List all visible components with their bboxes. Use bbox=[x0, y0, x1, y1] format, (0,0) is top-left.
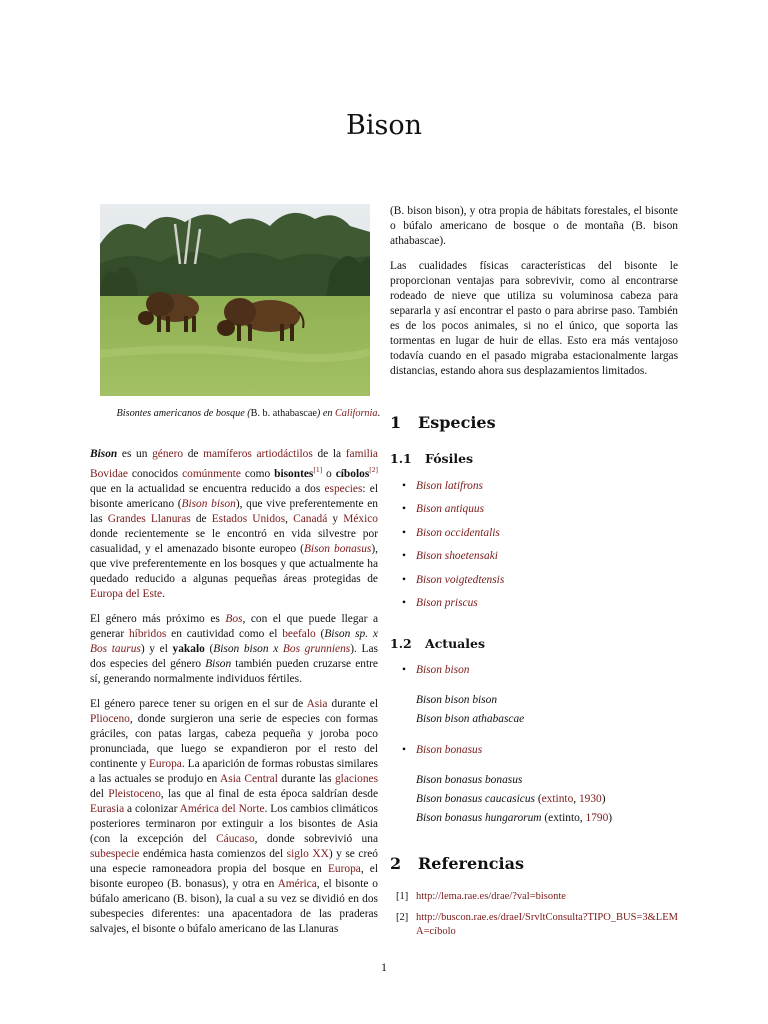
link-america[interactable]: América bbox=[277, 878, 317, 890]
ref-1-sup[interactable]: [1] bbox=[313, 465, 323, 474]
link-1790[interactable]: 1790 bbox=[585, 812, 609, 824]
fossil-link-4[interactable]: Bison voigtedtensis bbox=[416, 574, 505, 586]
reference-link-2[interactable]: http://buscon.rae.es/draeI/SrvltConsulta?TIPO_BUS=3&LEMA=cíbolo bbox=[416, 912, 678, 937]
subspecies-continuation-paragraph: (B. bison bison), y otra propia de hábitats forestales, el bisonte o búfalo americano de bosque o de montaña (B. bison athabascae). bbox=[390, 205, 678, 247]
california-link[interactable]: California bbox=[334, 408, 378, 419]
link-canada[interactable]: Canadá bbox=[293, 513, 328, 525]
link-bison-bonasus[interactable]: Bison bonasus bbox=[303, 543, 372, 555]
link-hibridos[interactable]: híbridos bbox=[128, 628, 167, 640]
link-eurasia[interactable]: Eurasia bbox=[90, 803, 125, 815]
left-column-body bbox=[90, 447, 378, 947]
figure-caption: Bisontes americanos de bosque (B. b. athabascae) en California. bbox=[116, 408, 380, 419]
link-1930[interactable]: 1930 bbox=[578, 793, 602, 805]
section-especies-heading: 1 Especies bbox=[390, 413, 496, 432]
link-europa[interactable]: Europa bbox=[148, 758, 182, 770]
qualities-paragraph: Las cualidades físicas características del bisonte le proporcionan ventajas para sobrevivir, como al encontrarse rodeado de nieve que utiliza su voluminosa cabeza para separarla y así encontrar el pasto o para abrirse paso. También es de los pocos animales, si no el único, que soporta las tormentas en lugar de huir de ellas. Esto era más ventajoso todavía cuando en el pasado migraba estacionalmente largas distancias, estando ahora sus desplazamientos limitados. bbox=[390, 260, 678, 377]
list-item: • Bison occidentalis bbox=[402, 527, 500, 539]
link-bison-bison[interactable]: Bison bison bbox=[181, 498, 236, 510]
link-pleistoceno[interactable]: Pleistoceno bbox=[108, 788, 161, 800]
link-comunmente[interactable]: comúnmente bbox=[182, 468, 241, 480]
fossil-link-1[interactable]: Bison antiquus bbox=[416, 503, 485, 515]
reference-link-1[interactable]: http://lema.rae.es/drae/?val=bisonte bbox=[416, 891, 566, 902]
link-grandes-llanuras[interactable]: Grandes Llanuras bbox=[107, 513, 191, 525]
link-asia-central[interactable]: Asia Central bbox=[220, 773, 278, 785]
link-plioceno[interactable]: Plioceno bbox=[90, 713, 130, 725]
subspecies-item: Bison bison athabascae bbox=[416, 713, 525, 725]
page-number: 1 bbox=[381, 960, 387, 974]
current-link-bison-bonasus[interactable]: Bison bonasus bbox=[416, 744, 483, 756]
subspecies-item: Bison bonasus bonasus bbox=[416, 774, 523, 786]
link-europa-del-este[interactable]: Europa del Este bbox=[90, 588, 163, 600]
link-europa-2[interactable]: Europa bbox=[327, 863, 361, 875]
link-mamiferos[interactable]: mamíferos artiodáctilos bbox=[203, 448, 313, 460]
link-especies[interactable]: especies bbox=[324, 483, 363, 495]
link-beefalo[interactable]: beefalo bbox=[282, 628, 316, 640]
link-extinto[interactable]: extinto bbox=[541, 793, 574, 805]
list-item: • Bison bonasus bbox=[402, 744, 483, 756]
bison-photo bbox=[100, 204, 370, 396]
list-item: • Bison latifrons bbox=[402, 480, 483, 492]
link-caucaso[interactable]: Cáucaso bbox=[216, 833, 255, 845]
subspecies-item: Bison bonasus caucasicus (extinto, 1930) bbox=[416, 793, 606, 805]
ref-2-sup[interactable]: [2] bbox=[369, 465, 378, 474]
subspecies-item: Bison bison bison bbox=[416, 694, 498, 706]
list-item: • Bison shoetensaki bbox=[402, 550, 498, 562]
link-bos[interactable]: Bos bbox=[225, 613, 243, 625]
link-estados-unidos[interactable]: Estados Unidos bbox=[211, 513, 286, 525]
origin-paragraph: El género parece tener su origen en el sur de Asia durante el Plioceno, donde surgieron una serie de especies con formas gráciles, con patas largas, cabeza pequeña y joroba poco pronunciada, que luego se expandieron por el resto del continente y Europa. La aparición de formas robustas similares a las actuales se produjo en Asia Central durante las glaciones del Pleistoceno, las que al final de esta época saldrían desde Eurasia a colonizar América del Norte. Los cambios climáticos posteriores terminaron por extinguir a los bisontes de Asia (con la excepción del Cáucaso, donde sobrevivió una subespecie endémica hasta comienzos del siglo XX) y se creó una especie ramoneadora propia del bosque en Europa, el bisonte europeo (B. bonasus), y otra en América, el bisonte o búfalo americano (B. bison), la cual a su vez se dividió en dos subespecies diferentes: una apacentadora de las praderas salvajes, el bisonte o búfalo americano de las Llanuras bbox=[90, 698, 379, 935]
section-actuales-heading: 1.2 Actuales bbox=[390, 636, 486, 651]
link-mexico[interactable]: México bbox=[343, 513, 378, 525]
subspecies-item: Bison bonasus hungarorum (extinto, 1790) bbox=[416, 812, 613, 824]
link-genero[interactable]: género bbox=[152, 448, 184, 460]
link-subespecie[interactable]: subespecie bbox=[90, 848, 140, 860]
hybrids-paragraph: El género más próximo es Bos, con el que puede llegar a generar híbridos en cautividad como el beefalo (Bison sp. x Bos taurus) y el yakalo (Bison bison x Bos grunniens). Las dos especies del género Bison también pueden cruzarse entre sí, generando normalmente individuos fértiles. bbox=[90, 613, 378, 685]
list-item: • Bison priscus bbox=[402, 597, 478, 609]
link-bovidae[interactable]: familia Bovidae bbox=[90, 448, 378, 480]
right-column-top bbox=[390, 204, 678, 389]
intro-paragraph: Bison es un género de mamíferos artiodáctilos de la familia Bovidae conocidos comúnmente como bisontes[1] o cíbolos[2] que en la actualidad se encuentra reducido a dos especies: el bisonte americano (Bison bison), que vive preferentemente en las Grandes Llanuras de Estados Unidos, Canadá y México donde recientemente se le encontró en vida silvestre por casualidad, y el amenazado bisonte europeo (Bison bonasus), que vive preferentemente en los bosques y que actualmente ha quedado reducido a algunas pequeñas áreas protegidas de Europa del Este. bbox=[90, 448, 379, 600]
link-bos-taurus[interactable]: Bos taurus bbox=[90, 643, 141, 655]
link-siglo-xx[interactable]: siglo XX bbox=[286, 848, 329, 860]
list-item: • Bison voigtedtensis bbox=[402, 574, 505, 586]
section-fosiles-heading: 1.1 Fósiles bbox=[390, 451, 474, 466]
reference-item: [2] http://buscon.rae.es/draeI/SrvltConsulta?TIPO_BUS=3&LEMA=cíbolo bbox=[396, 912, 678, 937]
current-link-bison-bison[interactable]: Bison bison bbox=[416, 664, 470, 676]
link-bos-grunniens[interactable]: Bos grunniens bbox=[282, 643, 351, 655]
fossil-link-5[interactable]: Bison priscus bbox=[416, 597, 478, 609]
fossil-link-2[interactable]: Bison occidentalis bbox=[416, 527, 500, 539]
reference-item: [1] http://lema.rae.es/drae/?val=bisonte bbox=[396, 890, 678, 904]
page-title: Bison bbox=[346, 110, 422, 141]
link-asia[interactable]: Asia bbox=[306, 698, 328, 710]
link-glaciones[interactable]: glaciones bbox=[334, 773, 378, 785]
list-item: • Bison antiquus bbox=[402, 503, 485, 515]
link-america-del-norte[interactable]: América del Norte bbox=[179, 803, 265, 815]
fossil-link-3[interactable]: Bison shoetensaki bbox=[416, 550, 498, 562]
fossil-link-0[interactable]: Bison latifrons bbox=[416, 480, 483, 492]
section-referencias-heading: 2 Referencias bbox=[390, 854, 524, 873]
list-item: • Bison bison bbox=[402, 664, 470, 676]
